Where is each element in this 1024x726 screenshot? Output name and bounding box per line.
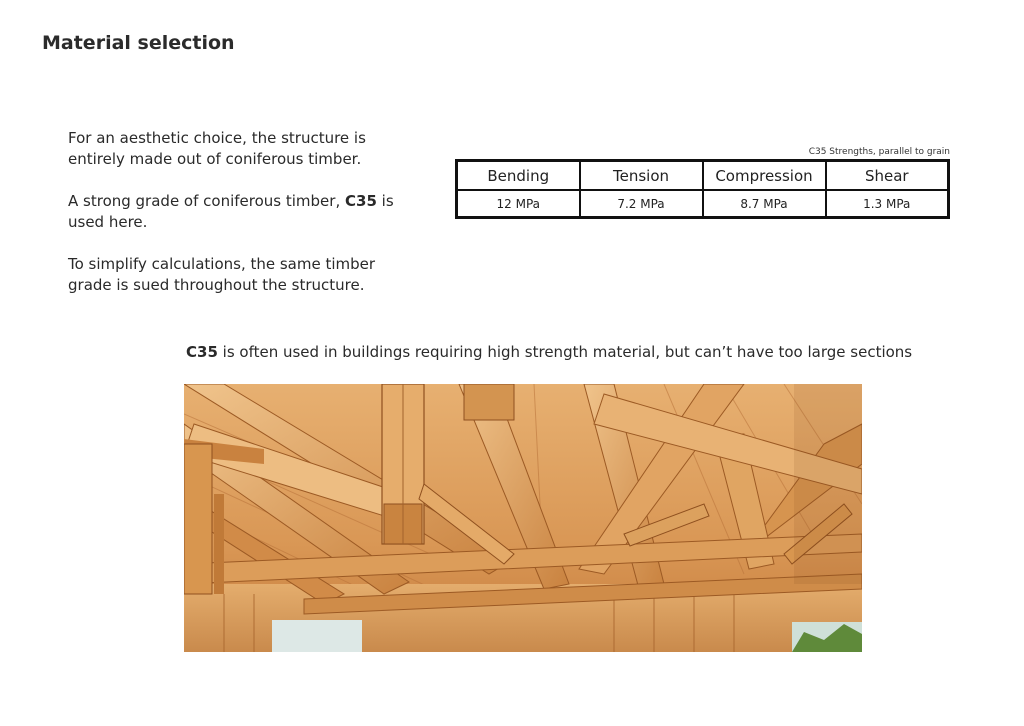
header-bending: Bending	[457, 161, 580, 191]
value-tension: 7.2 MPa	[580, 190, 703, 218]
intro-paragraph-grade	[68, 191, 398, 233]
strength-table-caption: C35 Strengths, parallel to grain	[808, 147, 950, 157]
strength-table-header-row	[457, 161, 949, 191]
photo-caption-grade: C35	[186, 343, 218, 361]
intro-paragraph-timber: For an aesthetic choice, the structure is entirely made out of coniferous timber.	[68, 129, 366, 168]
header-shear: Shear	[826, 161, 949, 191]
intro-paragraph-simplify: To simplify calculations, the same timber grade is sued throughout the structure.	[68, 255, 376, 294]
page-title: Material selection	[42, 32, 235, 54]
strength-table-value-row	[457, 190, 949, 218]
strength-table	[455, 159, 950, 219]
intro-text	[68, 128, 398, 317]
value-bending: 12 MPa	[457, 190, 580, 218]
value-compression: 8.7 MPa	[703, 190, 826, 218]
photo-caption	[186, 343, 912, 361]
timber-roof-photo	[184, 384, 862, 652]
grade-text-before: A strong grade of coniferous timber,	[68, 192, 345, 210]
value-shear: 1.3 MPa	[826, 190, 949, 218]
window-left	[272, 620, 362, 652]
header-compression: Compression	[703, 161, 826, 191]
grade-name: C35	[345, 192, 377, 210]
header-tension: Tension	[580, 161, 703, 191]
shadow-overlay	[794, 384, 862, 584]
timber-roof-illustration	[184, 384, 862, 652]
photo-caption-text: is often used in buildings requiring high strength material, but can’t have too large sections	[217, 343, 913, 361]
grade-text-after: is used here.	[68, 192, 394, 231]
